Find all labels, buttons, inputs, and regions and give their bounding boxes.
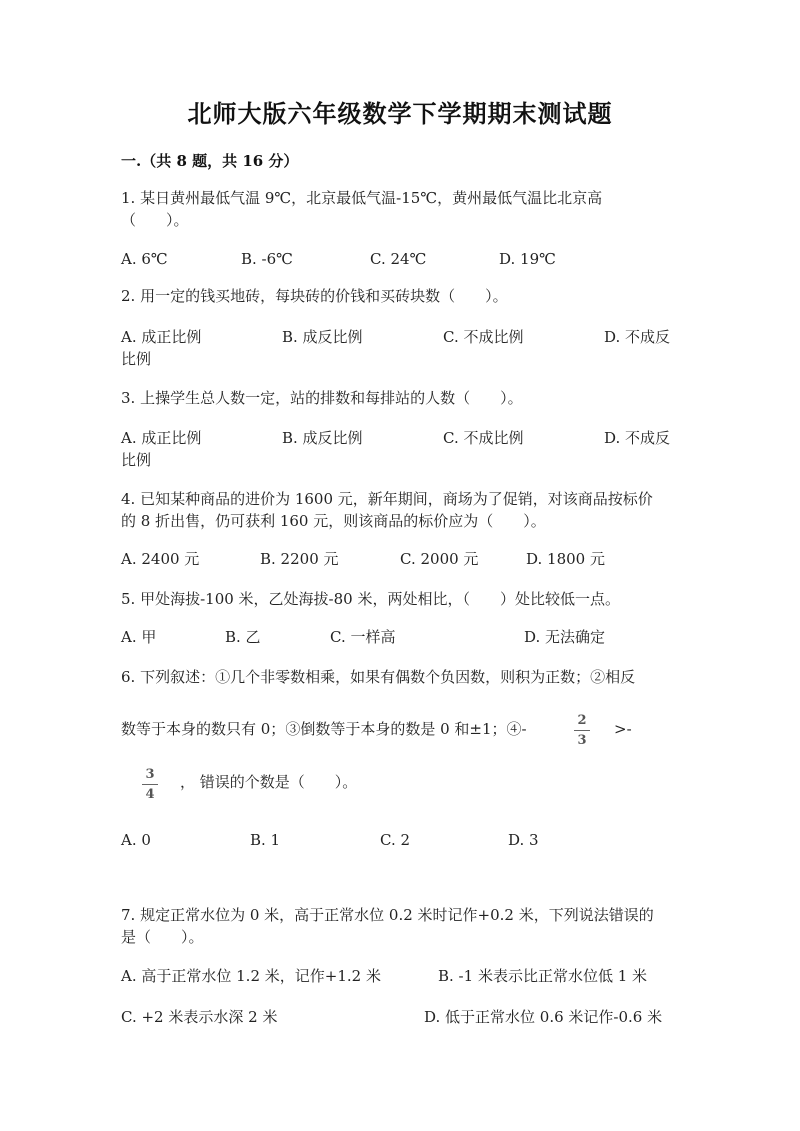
q6-option-b: B. 1 xyxy=(250,831,281,849)
q3-option-c: C. 不成比例 xyxy=(443,429,524,447)
q4-option-c: C. 2000 元 xyxy=(400,550,479,568)
q5-option-b: B. 乙 xyxy=(225,628,261,646)
q6-option-d: D. 3 xyxy=(508,831,539,849)
q3-option-d: D. 不成反 xyxy=(604,429,671,447)
page-title: 北师大版六年级数学下学期期末测试题 xyxy=(187,99,613,128)
q1-option-d: D. 19℃ xyxy=(499,250,556,268)
q7-option-a: A. 高于正常水位 1.2 米，记作+1.2 米 xyxy=(121,967,381,985)
q2-option-d-continued: 比例 xyxy=(121,350,152,368)
q1-text-line2: （ ）。 xyxy=(121,211,189,229)
q4-text-line2: 的 8 折出售，仍可获利 160 元，则该商品的标价应为（ ）。 xyxy=(121,512,546,530)
q5-option-c: C. 一样高 xyxy=(330,628,396,646)
fraction-numerator: 3 xyxy=(145,767,155,782)
q6-fraction-three-quarters xyxy=(140,768,160,801)
q5-text-line1: 5. 甲处海拔-100 米，乙处海拔-80 米，两处相比，（ ）处比较低一点。 xyxy=(121,590,620,608)
q4-option-a: A. 2400 元 xyxy=(121,550,200,568)
q7-option-c: C. +2 米表示水深 2 米 xyxy=(121,1008,278,1026)
fraction-numerator: 2 xyxy=(577,713,587,728)
q3-option-b: B. 成反比例 xyxy=(282,429,363,447)
q6-text-line1: 6. 下列叙述：①几个非零数相乘，如果有偶数个负因数，则积为正数；②相反 xyxy=(121,668,636,686)
q6-text-line3: ， 错误的个数是（ ）。 xyxy=(180,773,358,791)
q3-option-a: A. 成正比例 xyxy=(121,429,202,447)
q2-option-d: D. 不成反 xyxy=(604,328,671,346)
q7-option-b: B. -1 米表示比正常水位低 1 米 xyxy=(438,967,648,985)
q7-text-line2: 是（ ）。 xyxy=(121,928,204,946)
fraction-denominator: 4 xyxy=(145,787,155,802)
q5-option-d: D. 无法确定 xyxy=(524,628,606,646)
fraction-denominator: 3 xyxy=(577,733,587,748)
q4-option-d: D. 1800 元 xyxy=(526,550,605,568)
q1-option-a: A. 6℃ xyxy=(121,250,168,268)
q1-text-line1: 1. 某日黄州最低气温 9℃，北京最低气温-15℃，黄州最低气温比北京高 xyxy=(121,189,603,207)
q7-text-line1: 7. 规定正常水位为 0 米，高于正常水位 0.2 米时记作+0.2 米，下列说法错误的 xyxy=(121,906,654,924)
q5-option-a: A. 甲 xyxy=(121,628,157,646)
q2-option-a: A. 成正比例 xyxy=(121,328,202,346)
q6-option-a: A. 0 xyxy=(121,831,151,849)
q3-text-line1: 3. 上操学生总人数一定，站的排数和每排站的人数（ ）。 xyxy=(121,389,523,407)
q3-option-d-continued: 比例 xyxy=(121,451,152,469)
q6-option-c: C. 2 xyxy=(380,831,411,849)
section-heading: 一.（共 8 题，共 16 分） xyxy=(121,152,299,170)
q6-fraction-two-thirds xyxy=(572,714,592,747)
q2-option-b: B. 成反比例 xyxy=(282,328,363,346)
q1-option-b: B. -6℃ xyxy=(241,250,293,268)
q1-option-c: C. 24℃ xyxy=(370,250,427,268)
q2-option-c: C. 不成比例 xyxy=(443,328,524,346)
q6-text-line2: 数等于本身的数只有 0；③倒数等于本身的数是 0 和±1；④- xyxy=(121,720,527,738)
q7-option-d: D. 低于正常水位 0.6 米记作-0.6 米 xyxy=(424,1008,663,1026)
q4-text-line1: 4. 已知某种商品的进价为 1600 元，新年期间，商场为了促销，对该商品按标价 xyxy=(121,490,653,508)
q4-option-b: B. 2200 元 xyxy=(260,550,339,568)
q6-greater-than-sign: >- xyxy=(614,720,632,738)
q2-text-line1: 2. 用一定的钱买地砖，每块砖的价钱和买砖块数（ ）。 xyxy=(121,287,508,305)
